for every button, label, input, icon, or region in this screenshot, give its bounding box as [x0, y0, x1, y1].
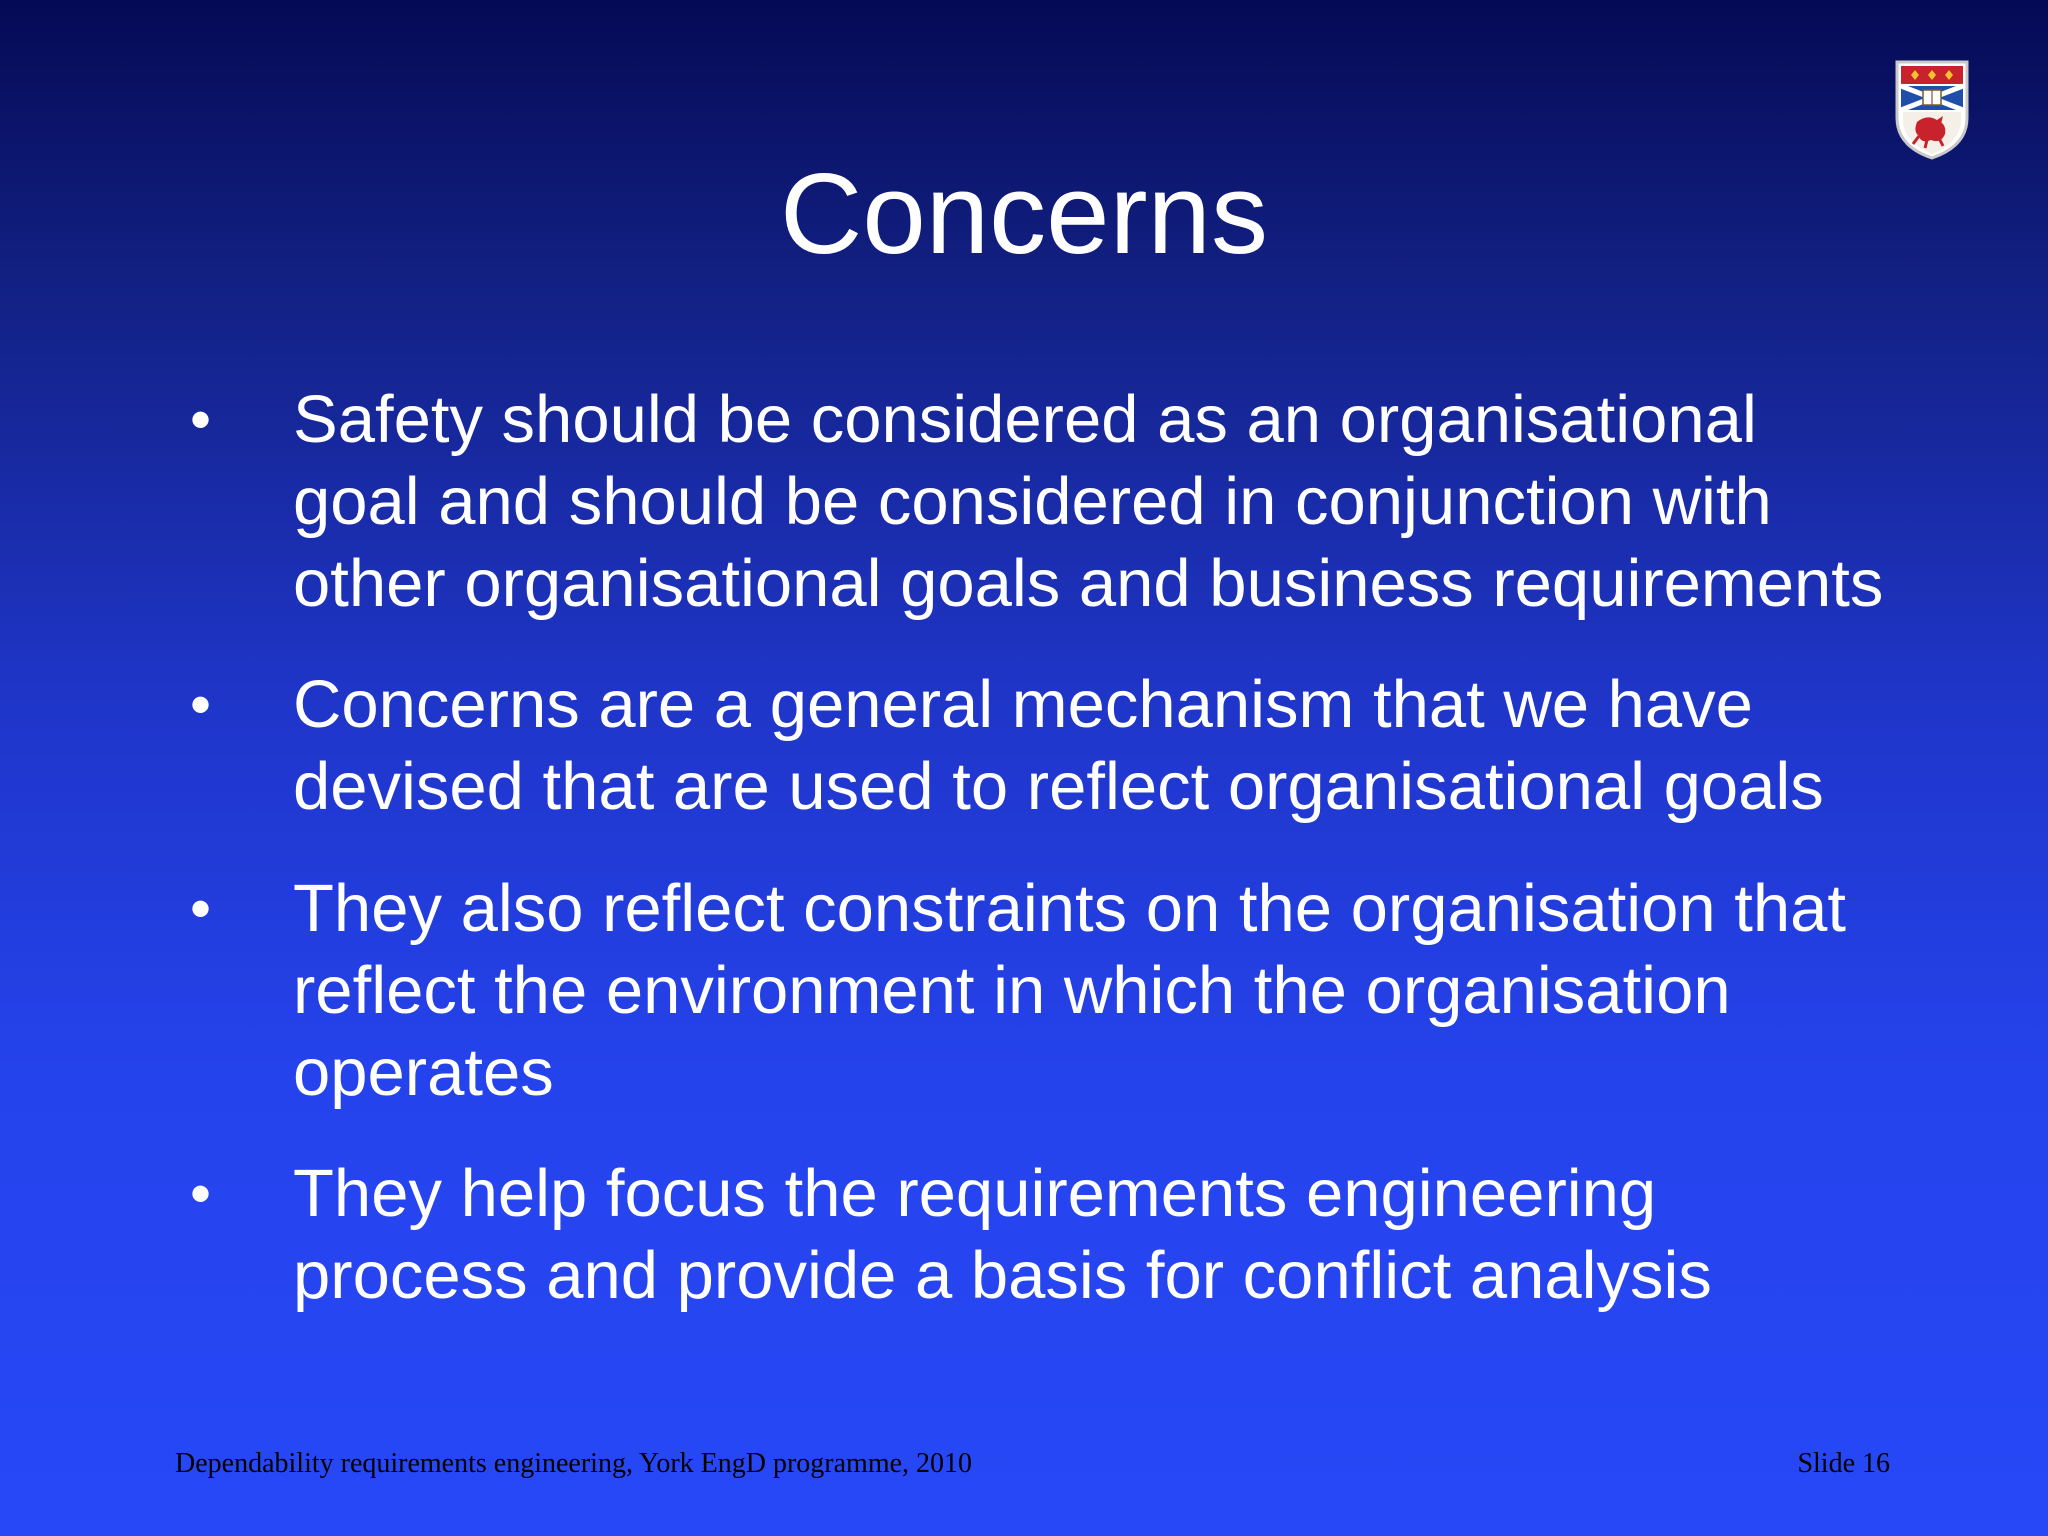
bullet-line: Safety should be considered as an organisational — [293, 382, 1757, 457]
bullet-line: devised that are used to reflect organisational goals — [293, 749, 1824, 824]
footer-course-info: Dependability requirements engineering, York EngD programme, 2010 — [175, 1448, 973, 1479]
bullet-line: operates — [293, 1035, 554, 1110]
bullet-marker: • — [190, 1160, 212, 1227]
bullet-line: They also reflect constraints on the organisation that — [293, 871, 1847, 946]
bullet-text — [293, 664, 1973, 828]
bullet-line: other organisational goals and business requirements — [293, 546, 1884, 621]
bullet-marker: • — [190, 875, 212, 942]
bullet-text — [293, 868, 1973, 1114]
bullet-line: process and provide a basis for conflict analysis — [293, 1238, 1712, 1313]
bullet-line: Concerns are a general mechanism that we have — [293, 667, 1753, 742]
bullet-text — [293, 379, 1973, 625]
bullet-text — [293, 1153, 1973, 1317]
bullet-marker: • — [190, 386, 212, 453]
bullet-line: reflect the environment in which the organisation — [293, 953, 1731, 1028]
bullet-line: goal and should be considered in conjunction with — [293, 464, 1772, 539]
slide-title: Concerns — [780, 151, 1268, 278]
bullet-marker: • — [190, 671, 212, 738]
bullet-line: They help focus the requirements engineering — [293, 1156, 1657, 1231]
footer-slide-number: Slide 16 — [1797, 1448, 1890, 1479]
